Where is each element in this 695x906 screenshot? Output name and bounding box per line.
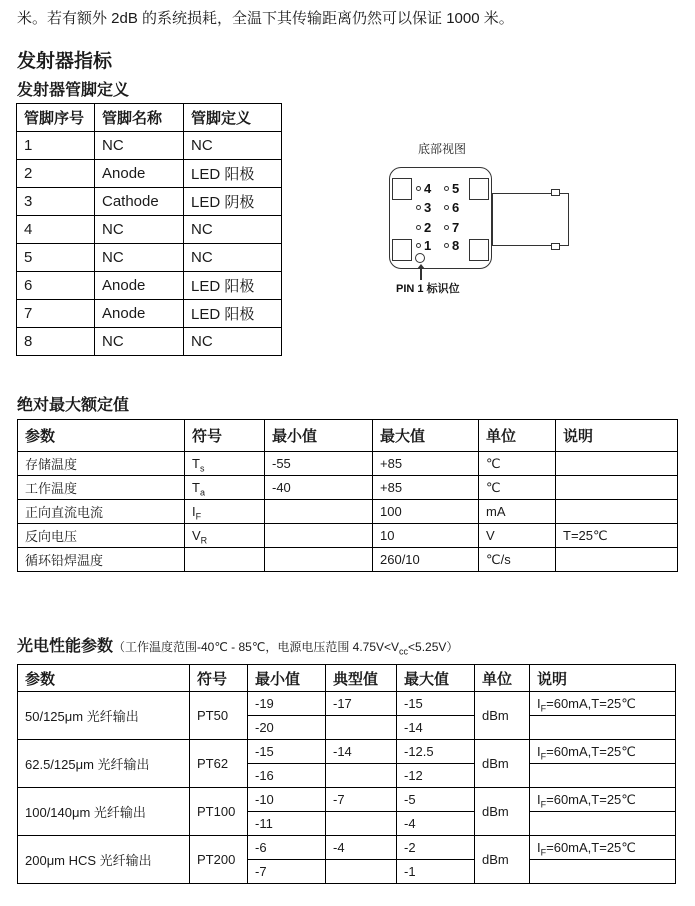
- table-header-cell: 说明: [530, 665, 676, 692]
- table-header-cell: 最大值: [397, 665, 475, 692]
- pin-number: 5: [452, 180, 460, 196]
- table-cell: 6: [17, 272, 95, 300]
- pin-dot-icon: [416, 205, 421, 210]
- table-header-cell: 符号: [185, 420, 265, 452]
- table-row: [18, 836, 676, 860]
- table-header-cell: 最小值: [265, 420, 373, 452]
- pin-number: 6: [452, 199, 460, 215]
- table-cell: Anode: [95, 160, 184, 188]
- subsection-title-pin-definition: 发射器管脚定义: [17, 82, 130, 99]
- corner-post: [392, 178, 412, 200]
- pin-dot-icon: [416, 186, 421, 191]
- table-cell: dBm: [475, 740, 530, 788]
- pin-marker: [444, 200, 459, 214]
- pin-number: 4: [424, 180, 432, 196]
- table-header-cell: 符号: [190, 665, 248, 692]
- pin-dot-icon: [416, 225, 421, 230]
- table-header-cell: 参数: [18, 420, 185, 452]
- pin-number: 3: [424, 199, 432, 215]
- table-cell: Cathode: [95, 188, 184, 216]
- table-cell: LED 阴极: [184, 188, 282, 216]
- table-cell: 1: [17, 132, 95, 160]
- table-cell: 260/10: [373, 548, 479, 572]
- table-cell: T=25℃: [556, 524, 678, 548]
- table-cell: [326, 860, 397, 884]
- table-row: [18, 692, 676, 716]
- opto-title: 光电性能参数: [17, 638, 114, 655]
- table-header-cell: 管脚定义: [184, 104, 282, 132]
- diagram-title: 底部视图: [418, 142, 467, 156]
- table-cell: mA: [479, 500, 556, 524]
- table-cell: 7: [17, 300, 95, 328]
- pin-marker: [444, 181, 459, 195]
- opto-params-table: [17, 664, 676, 884]
- table-header-row: [17, 104, 282, 132]
- table-header-cell: 参数: [18, 665, 190, 692]
- table-cell: LED 阳极: [184, 300, 282, 328]
- intro-paragraph: 米。若有额外 2dB 的系统损耗，全温下其传输距离仍然可以保证 1000 米。: [17, 10, 514, 27]
- pin-dot-icon: [444, 205, 449, 210]
- pin-number: 2: [424, 219, 432, 235]
- table-cell: PT100: [190, 788, 248, 836]
- table-cell: NC: [184, 328, 282, 356]
- table-cell: 循环铅焊温度: [18, 548, 185, 572]
- table-cell: [265, 524, 373, 548]
- table-cell: 8: [17, 328, 95, 356]
- table-cell: -7: [326, 788, 397, 812]
- table-cell: $V_R$: [185, 524, 265, 548]
- table-cell: 100/140μm 光纤输出: [18, 788, 190, 836]
- table-cell: $I_F$: [185, 500, 265, 524]
- table-cell: 2: [17, 160, 95, 188]
- table-header-cell: 说明: [556, 420, 678, 452]
- section-title-abs-ratings: 绝对最大额定值: [17, 397, 130, 414]
- table-cell: 100: [373, 500, 479, 524]
- table-cell: -14: [326, 740, 397, 764]
- table-cell: NC: [95, 216, 184, 244]
- table-header-cell: 单位: [475, 665, 530, 692]
- table-cell: 正向直流电流: [18, 500, 185, 524]
- table-cell: -17: [326, 692, 397, 716]
- table-cell: -12: [397, 764, 475, 788]
- table-cell: -19: [248, 692, 326, 716]
- table-cell: [530, 764, 676, 788]
- table-cell: [185, 548, 265, 572]
- table-cell: NC: [184, 132, 282, 160]
- table-header-cell: 管脚名称: [95, 104, 184, 132]
- pin-dot-icon: [444, 186, 449, 191]
- section-title-transmitter: 发射器指标: [17, 51, 113, 72]
- table-row: [18, 476, 678, 500]
- table-header-cell: 最大值: [373, 420, 479, 452]
- table-cell: NC: [95, 328, 184, 356]
- table-cell: -11: [248, 812, 326, 836]
- table-cell: -10: [248, 788, 326, 812]
- table-cell: [556, 452, 678, 476]
- table-cell: 4: [17, 216, 95, 244]
- table-cell: [556, 500, 678, 524]
- table-cell: -5: [397, 788, 475, 812]
- table-cell: [326, 812, 397, 836]
- table-cell: [556, 548, 678, 572]
- table-cell: 10: [373, 524, 479, 548]
- table-cell: NC: [184, 244, 282, 272]
- table-cell: $I_F=60mA,T=25℃$: [530, 836, 676, 860]
- table-row: [17, 132, 282, 160]
- table-cell: NC: [184, 216, 282, 244]
- pin-number: 1: [424, 237, 432, 253]
- table-cell: PT62: [190, 740, 248, 788]
- connector-outline: [492, 193, 569, 246]
- table-cell: NC: [95, 132, 184, 160]
- pin-marker: [416, 200, 431, 214]
- table-cell: 工作温度: [18, 476, 185, 500]
- table-cell: -15: [248, 740, 326, 764]
- table-cell: dBm: [475, 836, 530, 884]
- pin-definition-table: [16, 103, 282, 356]
- opto-conditions: （工作温度范围-40℃ - 85℃，电源电压范围 $4.75V<V_{cc}<5.25V$）: [113, 640, 459, 657]
- table-row: [18, 788, 676, 812]
- table-cell: -40: [265, 476, 373, 500]
- table-row: [17, 160, 282, 188]
- table-cell: 62.5/125μm 光纤输出: [18, 740, 190, 788]
- table-cell: -2: [397, 836, 475, 860]
- table-header-cell: 典型值: [326, 665, 397, 692]
- table-row: [17, 328, 282, 356]
- table-cell: PT50: [190, 692, 248, 740]
- table-cell: 存储温度: [18, 452, 185, 476]
- table-cell: [530, 860, 676, 884]
- table-row: [18, 524, 678, 548]
- pin-dot-icon: [416, 243, 421, 248]
- table-row: [17, 216, 282, 244]
- connector-tab: [551, 243, 560, 250]
- table-cell: -55: [265, 452, 373, 476]
- table-cell: 5: [17, 244, 95, 272]
- table-cell: -20: [248, 716, 326, 740]
- table-header-row: [18, 420, 678, 452]
- table-cell: -12.5: [397, 740, 475, 764]
- table-cell: V: [479, 524, 556, 548]
- table-cell: [326, 716, 397, 740]
- table-header-cell: 管脚序号: [17, 104, 95, 132]
- table-cell: Anode: [95, 272, 184, 300]
- pin-marker: [444, 238, 459, 252]
- corner-post: [469, 178, 489, 200]
- pin-marker: [444, 220, 459, 234]
- corner-post: [469, 239, 489, 261]
- table-cell: -15: [397, 692, 475, 716]
- table-cell: LED 阳极: [184, 160, 282, 188]
- table-cell: 200μm HCS 光纤输出: [18, 836, 190, 884]
- table-cell: -4: [326, 836, 397, 860]
- table-row: [17, 272, 282, 300]
- table-cell: -1: [397, 860, 475, 884]
- table-cell: $T_s$: [185, 452, 265, 476]
- table-cell: Anode: [95, 300, 184, 328]
- pin-marker: [416, 181, 431, 195]
- table-cell: ℃/s: [479, 548, 556, 572]
- pin-dot-icon: [444, 225, 449, 230]
- table-cell: [265, 500, 373, 524]
- table-row: [18, 500, 678, 524]
- table-row: [17, 300, 282, 328]
- table-header-cell: 最小值: [248, 665, 326, 692]
- table-row: [17, 244, 282, 272]
- pin-marker: [416, 220, 431, 234]
- table-row: [18, 740, 676, 764]
- pin1-indicator-circle: [415, 253, 425, 263]
- pin-number: 8: [452, 237, 460, 253]
- table-row: [17, 188, 282, 216]
- table-cell: LED 阳极: [184, 272, 282, 300]
- bottom-view-diagram: [385, 138, 595, 300]
- table-cell: -16: [248, 764, 326, 788]
- table-row: [18, 548, 678, 572]
- table-cell: 50/125μm 光纤输出: [18, 692, 190, 740]
- table-cell: 反向电压: [18, 524, 185, 548]
- connector-tab: [551, 189, 560, 196]
- table-cell: PT200: [190, 836, 248, 884]
- pin-dot-icon: [444, 243, 449, 248]
- arrow-line: [420, 269, 422, 280]
- table-cell: NC: [95, 244, 184, 272]
- table-row: [18, 452, 678, 476]
- table-cell: [556, 476, 678, 500]
- pin-number: 7: [452, 219, 460, 235]
- pin1-label: PIN 1 标识位: [396, 283, 460, 295]
- table-header-cell: 单位: [479, 420, 556, 452]
- table-cell: -7: [248, 860, 326, 884]
- pin-marker: [416, 238, 431, 252]
- table-cell: -4: [397, 812, 475, 836]
- table-cell: dBm: [475, 692, 530, 740]
- table-cell: ℃: [479, 452, 556, 476]
- table-cell: -14: [397, 716, 475, 740]
- table-cell: [326, 764, 397, 788]
- table-cell: [530, 812, 676, 836]
- table-cell: $T_a$: [185, 476, 265, 500]
- table-cell: ℃: [479, 476, 556, 500]
- table-cell: 3: [17, 188, 95, 216]
- table-cell: $I_F=60mA,T=25℃$: [530, 692, 676, 716]
- table-header-row: [18, 665, 676, 692]
- table-cell: -6: [248, 836, 326, 860]
- table-cell: $I_F=60mA,T=25℃$: [530, 740, 676, 764]
- table-cell: dBm: [475, 788, 530, 836]
- table-cell: +85: [373, 452, 479, 476]
- table-cell: [265, 548, 373, 572]
- abs-ratings-table: [17, 419, 678, 572]
- section-title-opto-params: [17, 633, 458, 656]
- corner-post: [392, 239, 412, 261]
- table-cell: [530, 716, 676, 740]
- table-cell: +85: [373, 476, 479, 500]
- table-cell: $I_F=60mA,T=25℃$: [530, 788, 676, 812]
